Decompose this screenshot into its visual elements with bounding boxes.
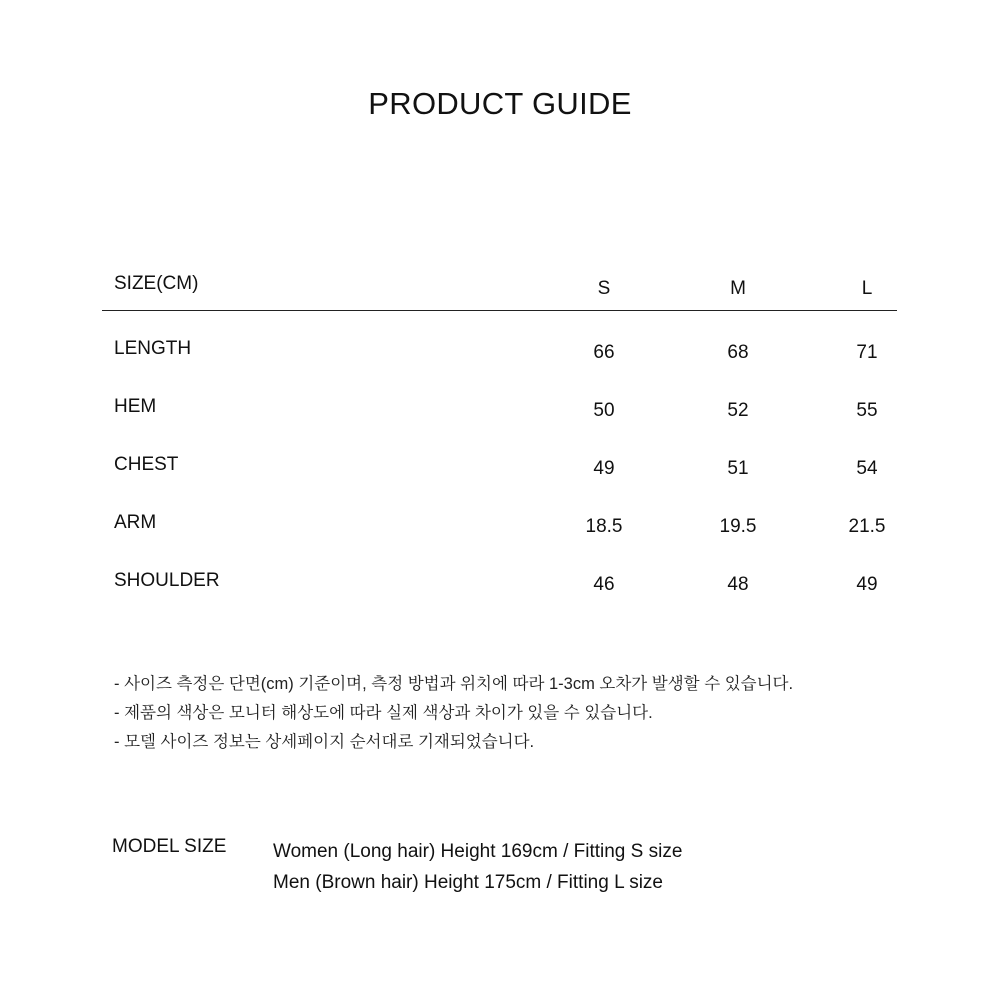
table-row-chest: [102, 427, 897, 485]
table-cell-s: 18.5: [585, 516, 623, 537]
table-cell-s: 66: [593, 342, 615, 363]
row-label: CHEST: [114, 454, 179, 475]
note-model: - 모델 사이즈 정보는 상세페이지 순서대로 기재되었습니다.: [114, 733, 535, 751]
row-label: SHOULDER: [114, 570, 220, 591]
table-row-shoulder: [102, 543, 897, 601]
page-title: PRODUCT GUIDE: [368, 86, 632, 121]
note-color: - 제품의 색상은 모니터 해상도에 따라 실제 색상과 차이가 있을 수 있습니다.: [114, 704, 653, 722]
table-cell-m: 68: [727, 342, 749, 363]
table-cell-m: 19.5: [719, 516, 757, 537]
table-cell-l: 55: [856, 400, 878, 421]
size-notes: [114, 670, 793, 757]
size-header-label: SIZE(CM): [114, 273, 199, 294]
table-cell-m: 52: [727, 400, 749, 421]
table-cell-l: 49: [856, 574, 878, 595]
table-cell-s: 50: [593, 400, 615, 421]
model-size-label: MODEL SIZE: [112, 836, 227, 857]
model-women-info: Women (Long hair) Height 169cm / Fitting S size: [273, 841, 683, 862]
model-men-info: Men (Brown hair) Height 175cm / Fitting L size: [273, 872, 664, 893]
table-cell-m: 51: [727, 458, 749, 479]
table-cell-s: 49: [593, 458, 615, 479]
table-row-length: [102, 311, 897, 369]
table-cell-s: 46: [593, 574, 615, 595]
table-row-arm: [102, 485, 897, 543]
table-cell-l: 21.5: [848, 516, 886, 537]
note-measurement: - 사이즈 측정은 단면(cm) 기준이며, 측정 방법과 위치에 따라 1-3cm 오차가 발생할 수 있습니다.: [114, 675, 794, 693]
size-header-l: L: [861, 278, 873, 299]
row-label: LENGTH: [114, 338, 192, 359]
table-cell-l: 54: [856, 458, 878, 479]
table-cell-m: 48: [727, 574, 749, 595]
size-header-m: M: [730, 278, 746, 299]
table-cell-l: 71: [856, 342, 878, 363]
size-header-s: S: [597, 278, 611, 299]
table-row-hem: [102, 369, 897, 427]
size-table-header: [102, 264, 897, 311]
row-label: ARM: [114, 512, 157, 533]
size-table: [102, 264, 897, 601]
row-label: HEM: [114, 396, 157, 417]
model-size-info: [273, 836, 682, 898]
